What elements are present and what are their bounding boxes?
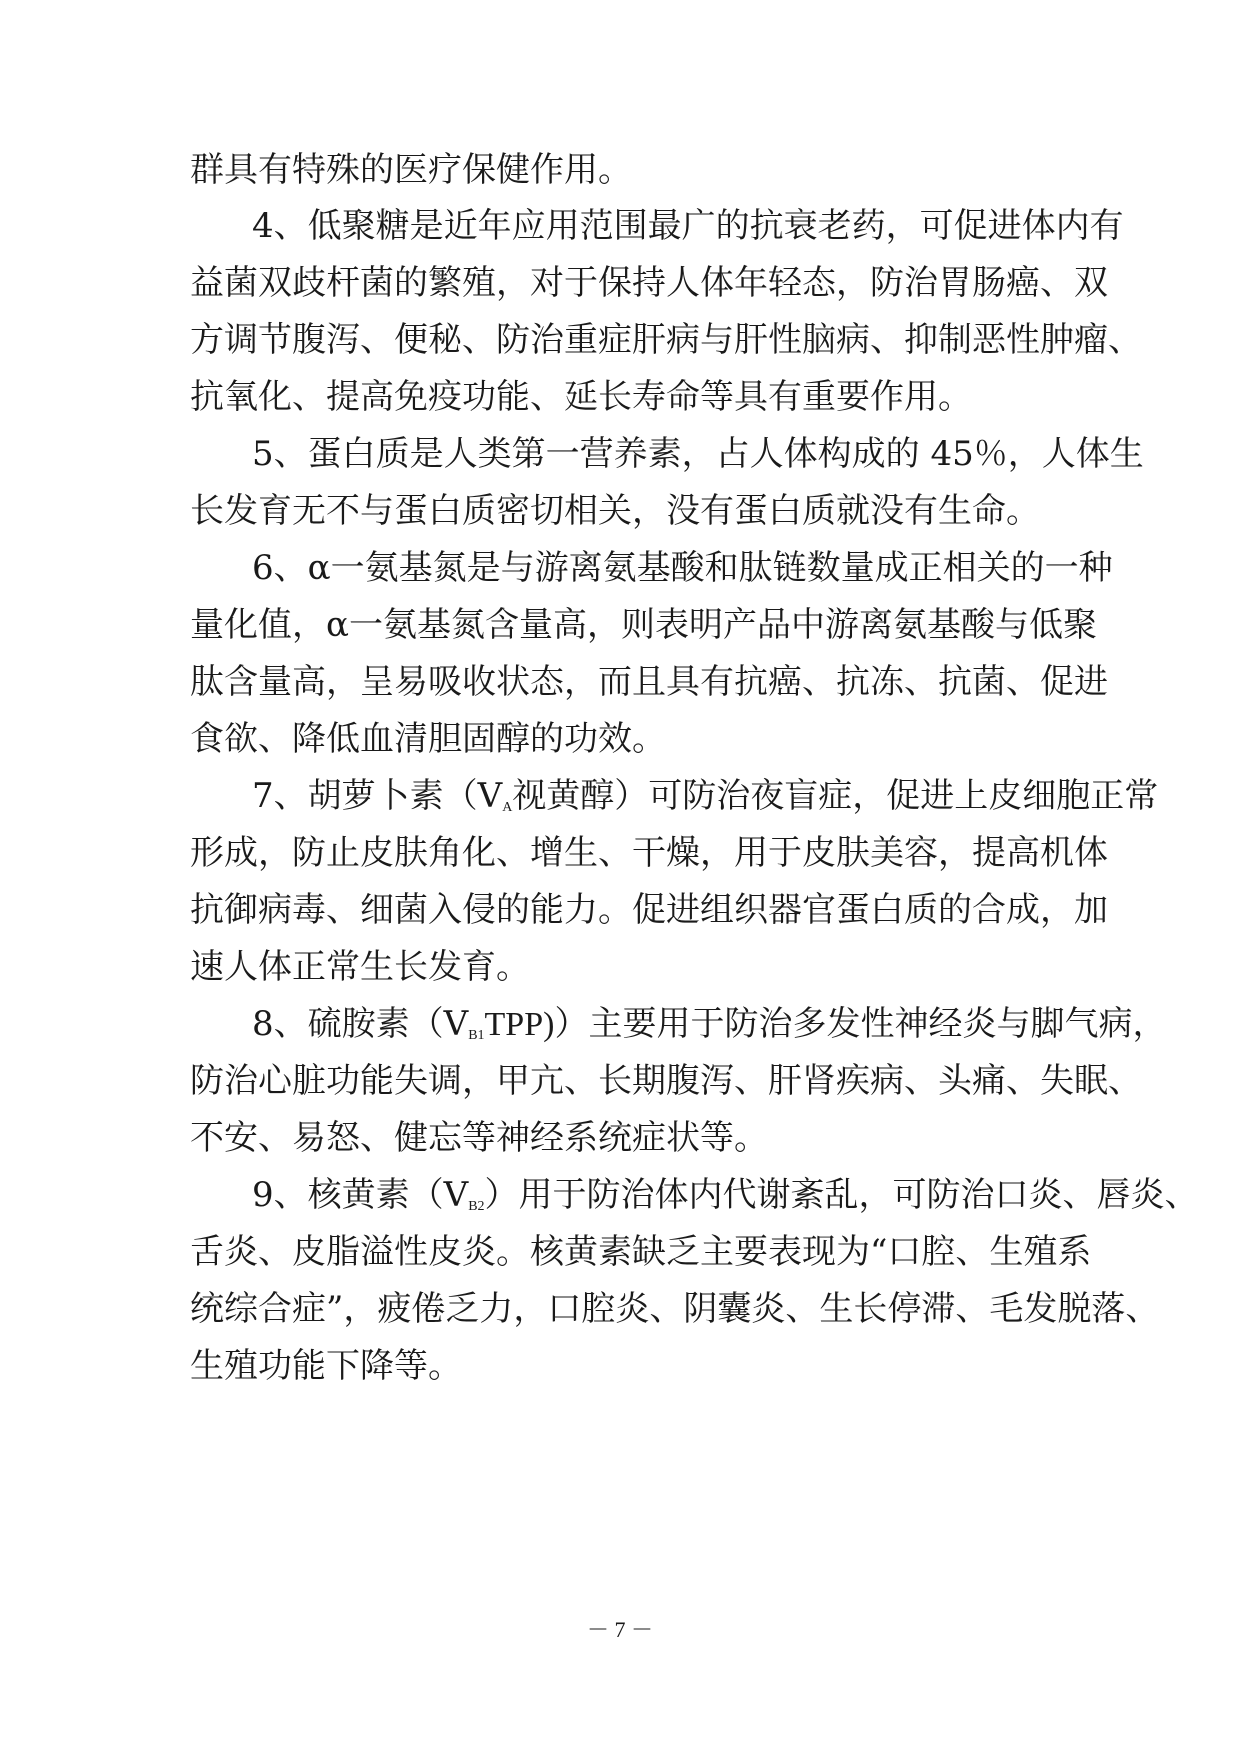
text-line (252, 1002, 1167, 1046)
text-segment: 7、胡萝卜素（V (252, 776, 503, 816)
text-line: 6、α一氨基氮是与游离氨基酸和肽链数量成正相关的一种 (252, 548, 1113, 588)
text-line: 统综合症”，疲倦乏力，口腔炎、阴囊炎、生长停滞、毛发脱落、 (190, 1289, 1160, 1329)
text-line: 食欲、降低血清胆固醇的功效。 (190, 719, 666, 759)
text-line: 5、蛋白质是人类第一营养素，占人体构成的 45％，人体生 (252, 434, 1144, 474)
text-segment: ）用于防治体内代谢紊乱，可防治口炎、唇炎、 (484, 1175, 1199, 1215)
text-segment: 9、核黄素（V (252, 1175, 469, 1215)
text-line: 群具有特殊的医疗保健作用。 (190, 150, 632, 190)
text-line: 长发育无不与蛋白质密切相关，没有蛋白质就没有生命。 (190, 491, 1040, 531)
subscript: B1 (468, 1028, 485, 1043)
text-line: 舌炎、皮脂溢性皮炎。核黄素缺乏主要表现为“口腔、生殖系 (190, 1232, 1092, 1272)
text-line: 生殖功能下降等。 (190, 1346, 462, 1386)
text-line (252, 1173, 1199, 1217)
subscript: B2 (468, 1199, 485, 1214)
text-line: 益菌双歧杆菌的繁殖，对于保持人体年轻态，防治胃肠癌、双 (190, 263, 1108, 303)
text-line: 4、低聚糖是近年应用范围最广的抗衰老药，可促进体内有 (252, 206, 1124, 246)
text-line: 肽含量高，呈易吸收状态，而且具有抗癌、抗冻、抗菌、促进 (190, 662, 1108, 702)
text-segment: 8、硫胺素（V (252, 1004, 469, 1044)
text-line: 不安、易怒、健忘等神经系统症状等。 (190, 1118, 768, 1158)
text-line: 形成，防止皮肤角化、增生、干燥，用于皮肤美容，提高机体 (190, 833, 1108, 873)
text-line: 方调节腹泻、便秘、防治重症肝病与肝性脑病、抑制恶性肿瘤、 (190, 320, 1142, 360)
text-segment: TPP)）主要用于防治多发性神经炎与脚气病， (484, 1006, 1167, 1043)
subscript: A (502, 800, 513, 815)
text-line: 抗氧化、提高免疫功能、延长寿命等具有重要作用。 (190, 377, 972, 417)
text-line: 速人体正常生长发育。 (190, 947, 530, 987)
text-line: 抗御病毒、细菌入侵的能力。促进组织器官蛋白质的合成，加 (190, 890, 1108, 930)
text-line (252, 774, 1159, 818)
text-line: 量化值，α一氨基氮含量高，则表明产品中游离氨基酸与低聚 (190, 605, 1097, 645)
text-segment: 视黄醇）可防治夜盲症，促进上皮细胞正常 (512, 776, 1159, 816)
text-line: 防治心脏功能失调，甲亢、长期腹泻、肝肾疾病、头痛、失眠、 (190, 1061, 1142, 1101)
page-number: － 7 － (586, 1617, 653, 1642)
